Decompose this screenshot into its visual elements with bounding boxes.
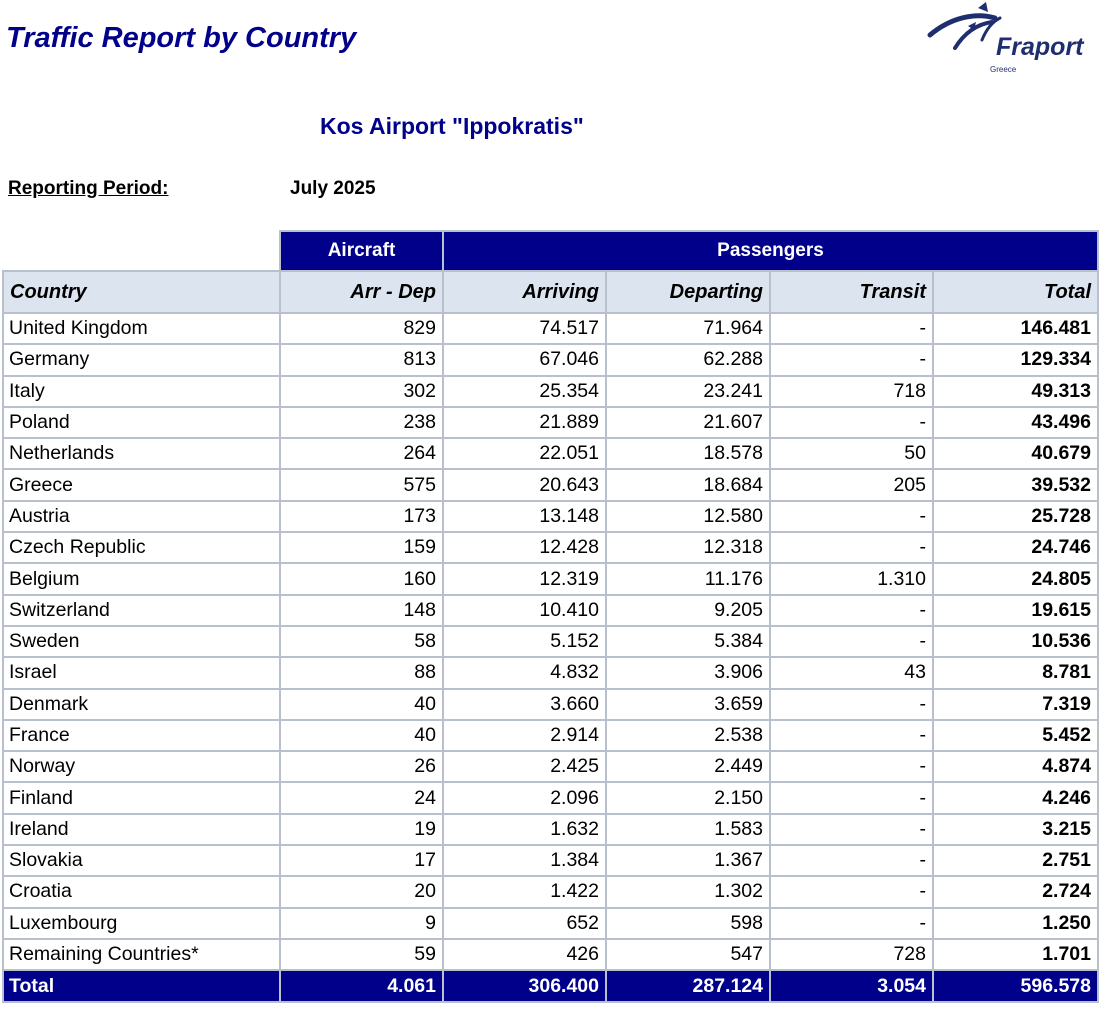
cell-country: Switzerland [3, 595, 280, 626]
cell-arr-dep: 173 [280, 501, 443, 532]
cell-arriving: 1.384 [443, 845, 606, 876]
cell-total: 1.250 [933, 908, 1098, 939]
cell-total: 1.701 [933, 939, 1098, 970]
cell-total: 19.615 [933, 595, 1098, 626]
cell-departing: 12.318 [606, 532, 770, 563]
table-row [3, 469, 1098, 500]
cell-arriving: 20.643 [443, 469, 606, 500]
cell-country: Italy [3, 376, 280, 407]
cell-departing: 11.176 [606, 563, 770, 594]
cell-country: Croatia [3, 876, 280, 907]
cell-country: Czech Republic [3, 532, 280, 563]
cell-arr-dep: 829 [280, 313, 443, 344]
cell-departing: 598 [606, 908, 770, 939]
cell-country: Netherlands [3, 438, 280, 469]
cell-total: 3.215 [933, 814, 1098, 845]
group-header-aircraft: Aircraft [280, 231, 443, 271]
cell-country: Ireland [3, 814, 280, 845]
cell-total: 2.724 [933, 876, 1098, 907]
cell-arriving: 2.914 [443, 720, 606, 751]
cell-arr-dep: 160 [280, 563, 443, 594]
cell-total: 10.536 [933, 626, 1098, 657]
cell-departing: 18.684 [606, 469, 770, 500]
cell-arr-dep: 159 [280, 532, 443, 563]
cell-transit: 205 [770, 469, 933, 500]
cell-country: Israel [3, 657, 280, 688]
cell-transit: - [770, 845, 933, 876]
cell-transit: - [770, 814, 933, 845]
cell-arr-dep: 40 [280, 720, 443, 751]
cell-arr-dep: 59 [280, 939, 443, 970]
cell-country: France [3, 720, 280, 751]
cell-arriving: 1.422 [443, 876, 606, 907]
cell-arriving: 4.832 [443, 657, 606, 688]
cell-country: Luxembourg [3, 908, 280, 939]
cell-total: 4.874 [933, 751, 1098, 782]
cell-arr-dep: 20 [280, 876, 443, 907]
cell-arriving: 22.051 [443, 438, 606, 469]
cell-transit: - [770, 908, 933, 939]
total-row [3, 970, 1098, 1002]
cell-country: Norway [3, 751, 280, 782]
table-row [3, 376, 1098, 407]
airport-title: Kos Airport "Ippokratis" [320, 113, 584, 139]
cell-transit: - [770, 407, 933, 438]
cell-total: 5.452 [933, 720, 1098, 751]
cell-departing: 547 [606, 939, 770, 970]
table-row [3, 814, 1098, 845]
total-transit: 3.054 [770, 970, 933, 1002]
logo-wordmark: Fraport [996, 33, 1084, 61]
cell-total: 129.334 [933, 344, 1098, 375]
table-row [3, 407, 1098, 438]
cell-arriving: 74.517 [443, 313, 606, 344]
cell-arr-dep: 302 [280, 376, 443, 407]
table-row [3, 689, 1098, 720]
cell-arriving: 5.152 [443, 626, 606, 657]
cell-arr-dep: 24 [280, 782, 443, 813]
cell-arriving: 25.354 [443, 376, 606, 407]
cell-arriving: 1.632 [443, 814, 606, 845]
cell-country: Poland [3, 407, 280, 438]
cell-total: 24.805 [933, 563, 1098, 594]
cell-arriving: 21.889 [443, 407, 606, 438]
cell-arriving: 3.660 [443, 689, 606, 720]
cell-total: 4.246 [933, 782, 1098, 813]
cell-departing: 23.241 [606, 376, 770, 407]
table-row [3, 782, 1098, 813]
cell-departing: 18.578 [606, 438, 770, 469]
table-row [3, 845, 1098, 876]
cell-total: 40.679 [933, 438, 1098, 469]
cell-departing: 1.302 [606, 876, 770, 907]
cell-arriving: 2.096 [443, 782, 606, 813]
report-title: Traffic Report by Country [6, 22, 357, 54]
cell-departing: 12.580 [606, 501, 770, 532]
total-label: Total [3, 970, 280, 1002]
cell-transit: 1.310 [770, 563, 933, 594]
cell-total: 2.751 [933, 845, 1098, 876]
cell-total: 24.746 [933, 532, 1098, 563]
cell-arr-dep: 17 [280, 845, 443, 876]
cell-country: Belgium [3, 563, 280, 594]
cell-arr-dep: 575 [280, 469, 443, 500]
cell-arr-dep: 148 [280, 595, 443, 626]
cell-transit: - [770, 532, 933, 563]
cell-total: 39.532 [933, 469, 1098, 500]
group-header-passengers: Passengers [443, 231, 1098, 271]
cell-arriving: 2.425 [443, 751, 606, 782]
cell-transit: - [770, 720, 933, 751]
table-row [3, 876, 1098, 907]
cell-country: United Kingdom [3, 313, 280, 344]
cell-transit: - [770, 751, 933, 782]
logo-subtext: Greece [990, 65, 1017, 74]
cell-departing: 21.607 [606, 407, 770, 438]
column-header-arriving: Arriving [443, 271, 606, 313]
column-header-country: Country [3, 271, 280, 313]
cell-country: Germany [3, 344, 280, 375]
cell-arr-dep: 238 [280, 407, 443, 438]
table-body [3, 313, 1098, 970]
column-header-departing: Departing [606, 271, 770, 313]
group-header-spacer [3, 231, 280, 271]
table-row [3, 532, 1098, 563]
cell-arriving: 12.428 [443, 532, 606, 563]
cell-arriving: 13.148 [443, 501, 606, 532]
column-header-arr-dep: Arr - Dep [280, 271, 443, 313]
cell-total: 25.728 [933, 501, 1098, 532]
table-row [3, 657, 1098, 688]
table-row [3, 313, 1098, 344]
cell-country: Finland [3, 782, 280, 813]
cell-country: Greece [3, 469, 280, 500]
cell-total: 8.781 [933, 657, 1098, 688]
cell-departing: 1.367 [606, 845, 770, 876]
table-row [3, 626, 1098, 657]
cell-transit: 728 [770, 939, 933, 970]
cell-departing: 2.150 [606, 782, 770, 813]
cell-transit: - [770, 595, 933, 626]
table-row [3, 908, 1098, 939]
table-row [3, 344, 1098, 375]
table-row [3, 751, 1098, 782]
cell-arr-dep: 264 [280, 438, 443, 469]
cell-arr-dep: 88 [280, 657, 443, 688]
table-row [3, 438, 1098, 469]
cell-transit: - [770, 313, 933, 344]
column-header-transit: Transit [770, 271, 933, 313]
cell-departing: 2.538 [606, 720, 770, 751]
total-arriving: 306.400 [443, 970, 606, 1002]
cell-transit: - [770, 689, 933, 720]
total-total: 596.578 [933, 970, 1098, 1002]
cell-departing: 5.384 [606, 626, 770, 657]
cell-departing: 1.583 [606, 814, 770, 845]
table-row [3, 939, 1098, 970]
cell-arr-dep: 40 [280, 689, 443, 720]
cell-departing: 71.964 [606, 313, 770, 344]
cell-total: 7.319 [933, 689, 1098, 720]
cell-transit: - [770, 876, 933, 907]
table-row [3, 501, 1098, 532]
cell-departing: 3.659 [606, 689, 770, 720]
cell-arr-dep: 9 [280, 908, 443, 939]
cell-transit: 718 [770, 376, 933, 407]
cell-departing: 2.449 [606, 751, 770, 782]
cell-departing: 3.906 [606, 657, 770, 688]
reporting-period-value: July 2025 [290, 178, 376, 199]
traffic-table [2, 230, 1099, 1003]
cell-country: Denmark [3, 689, 280, 720]
cell-arriving: 426 [443, 939, 606, 970]
table-row [3, 563, 1098, 594]
cell-departing: 62.288 [606, 344, 770, 375]
table-row [3, 720, 1098, 751]
cell-transit: - [770, 501, 933, 532]
cell-arr-dep: 813 [280, 344, 443, 375]
cell-arr-dep: 26 [280, 751, 443, 782]
cell-country: Remaining Countries* [3, 939, 280, 970]
cell-arr-dep: 19 [280, 814, 443, 845]
cell-arriving: 12.319 [443, 563, 606, 594]
cell-total: 146.481 [933, 313, 1098, 344]
cell-departing: 9.205 [606, 595, 770, 626]
cell-transit: - [770, 626, 933, 657]
cell-arr-dep: 58 [280, 626, 443, 657]
cell-arriving: 652 [443, 908, 606, 939]
table-row [3, 595, 1098, 626]
cell-country: Sweden [3, 626, 280, 657]
reporting-period-label: Reporting Period: [8, 178, 169, 199]
cell-transit: 50 [770, 438, 933, 469]
cell-arriving: 67.046 [443, 344, 606, 375]
cell-arriving: 10.410 [443, 595, 606, 626]
column-header-total: Total [933, 271, 1098, 313]
total-arr-dep: 4.061 [280, 970, 443, 1002]
cell-country: Slovakia [3, 845, 280, 876]
cell-total: 43.496 [933, 407, 1098, 438]
total-departing: 287.124 [606, 970, 770, 1002]
cell-total: 49.313 [933, 376, 1098, 407]
cell-transit: - [770, 344, 933, 375]
cell-country: Austria [3, 501, 280, 532]
cell-transit: - [770, 782, 933, 813]
cell-transit: 43 [770, 657, 933, 688]
